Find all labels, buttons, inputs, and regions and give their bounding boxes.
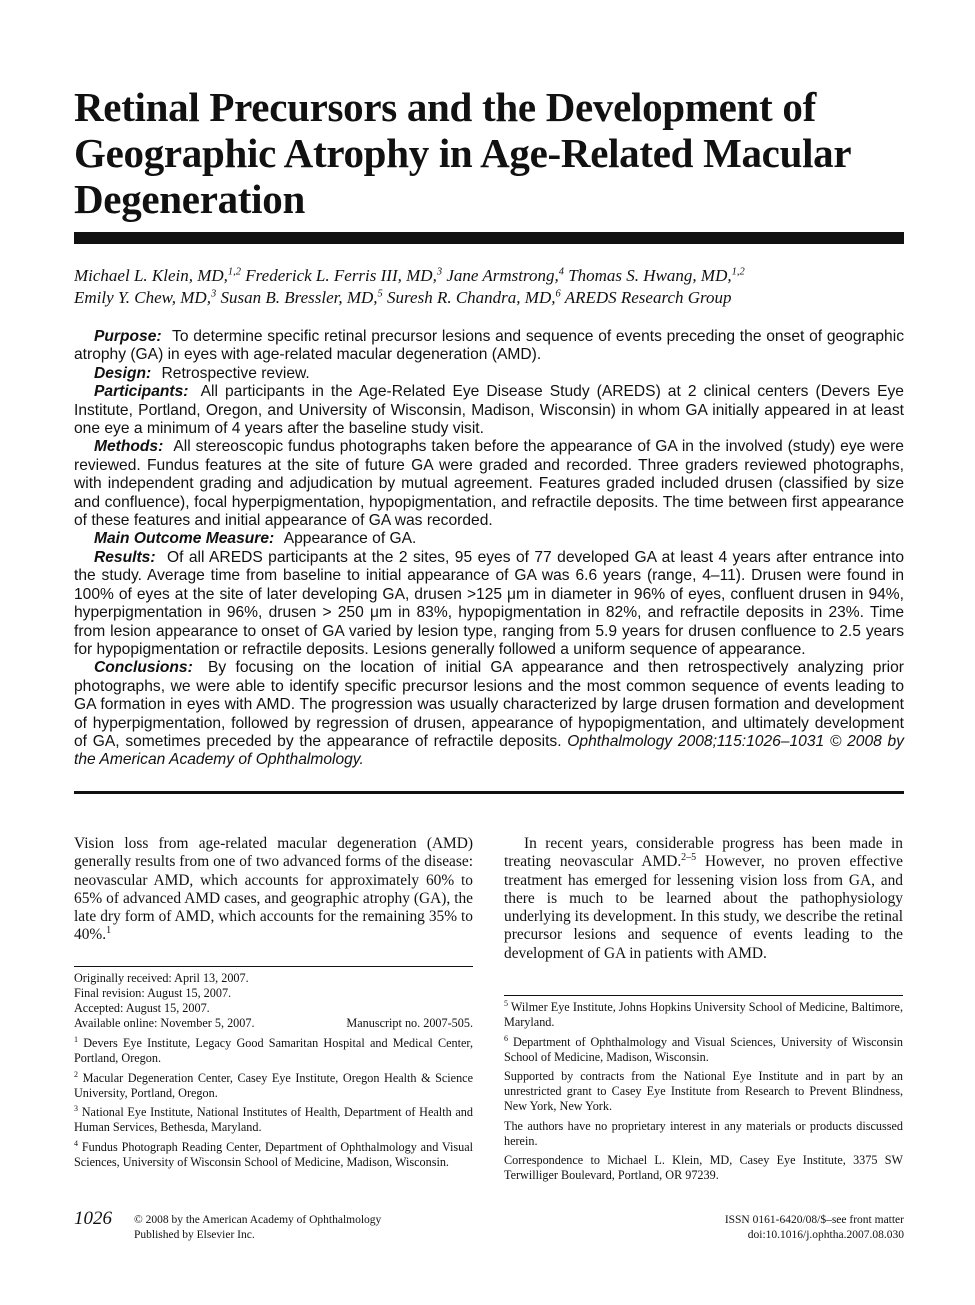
abstract-label: Participants: <box>94 383 189 401</box>
footer-identifiers <box>725 1213 904 1243</box>
footnotes-right <box>504 1000 903 1188</box>
author: Susan B. Bressler, MD,$^5$ <box>220 288 383 307</box>
abstract-label: Design: <box>94 364 152 382</box>
author: Thomas S. Hwang, MD,$^{1,2}$ <box>568 266 745 285</box>
history-accepted: Accepted: August 15, 2007. <box>74 1001 210 1015</box>
abstract-outcome: Main Outcome Measure: Appearance of GA. <box>94 530 417 548</box>
author: Emily Y. Chew, MD,$^3$ <box>74 288 217 307</box>
page-number: 1026 <box>74 1208 112 1229</box>
article-title: Retinal Precursors and the Development of Geographic Atrophy in Age-Related Macular Degeneration <box>74 84 851 222</box>
author: Michael L. Klein, MD,$^{1,2}$ <box>74 266 242 285</box>
author-list <box>74 265 904 309</box>
reference-link[interactable]: 1 <box>106 925 112 937</box>
body-column-left <box>74 835 473 945</box>
abstract-rule <box>74 791 904 794</box>
body-paragraph: Vision loss from age-related macular degeneration (AMD) generally results from one of two advanced forms of the disease: neovascular AMD, which accounts for approximately 60% to 65% of advanced AMD cases, and geographic atrophy (GA), the late dry form of AMD, which accounts for the remaining 35% to 40%.$^1$ <box>74 835 473 944</box>
abstract-methods: Methods: All stereoscopic fundus photographs taken before the appearance of GA in the involved (study) eye were reviewed. Fundus features at the site of future GA were graded and recorded. Three graders reviewed photographs, with independent grading and adjudication by mutual agreement. Features graded included drusen (classified by size and confluence), focal hyperpigmentation, hypopigmentation, and refractile deposits. The time between first appearance of these features and initial appearance of GA was recorded. <box>74 438 904 530</box>
funding-note: Supported by contracts from the National Eye Institute and in part by an unrestricted grant to Casey Eye Institute from Research to Prevent Blindness, New York, New York. <box>504 1069 903 1113</box>
footnote-rule <box>504 995 903 996</box>
abstract-design: Design: Retrospective review. <box>94 364 310 382</box>
manuscript-number: Manuscript no. 2007-505. <box>346 1016 473 1030</box>
author: AREDS Research Group <box>564 288 732 307</box>
footer-copyright <box>134 1213 381 1243</box>
abstract-results: Results: Of all AREDS participants at the 2 sites, 95 eyes of 77 developed GA at least 4 years after entrance into the study. Average time from baseline to initial appearance of GA was 6.6 years (range, 4–11). Drusen were found in 100% of eyes at the site of later developing GA, drusen >125 μm in diameter in 96% of eyes, confluent drusen in 94%, hyperpigmentation in 96%, drusen > 250 μm in 83%, hypopigmentation in 82%, and refractile deposits in 23%. Time from lesion appearance to onset of GA varied by lesion type, ranging from 5.9 years for drusen confluence to 2.5 years for hypopigmentation or refractile deposits. Lesions generally followed a uniform sequence of appearance. <box>74 548 904 658</box>
abstract-participants: Participants: All participants in the Age-Related Eye Disease Study (AREDS) at 2 clinical centers (Devers Eye Institute, Portland, Oregon, and University of Wisconsin, Madison, Wisconsin) in whom GA initially appeared in at least one eye a minimum of 4 years after the baseline study visit. <box>74 383 904 438</box>
history-revision: Final revision: August 15, 2007. <box>74 986 232 1000</box>
affiliation: $^1$ Devers Eye Institute, Legacy Good Samaritan Hospital and Medical Center, Portland, Oregon. <box>74 1034 473 1065</box>
history-online-row <box>74 1016 473 1031</box>
body-column-right <box>504 835 903 963</box>
footnotes-left <box>74 971 473 1174</box>
issn-line: ISSN 0161-6420/08/$–see front matter <box>724 1214 904 1226</box>
author: Suresh R. Chandra, MD,$^6$ <box>387 288 561 307</box>
conflict-note: The authors have no proprietary interest in any materials or products discussed herein. <box>504 1118 903 1148</box>
history-online: Available online: November 5, 2007. <box>74 1016 255 1030</box>
history-received: Originally received: April 13, 2007. <box>74 971 249 985</box>
affiliation: $^2$ Macular Degeneration Center, Casey Eye Institute, Oregon Health & Science University, Portland, Oregon. <box>74 1069 473 1100</box>
abstract-label: Conclusions: <box>94 659 193 677</box>
abstract <box>74 328 904 770</box>
citation: Ophthalmology 2008;115:1026–1031 © 2008 by the American Academy of Ophthalmology. <box>74 732 904 769</box>
body-paragraph: In recent years, considerable progress has been made in treating neovascular AMD.$^{2-5}$ However, no proven effective treatment has emerged for lessening vision loss from GA, and there is much to be learned about the pathophysiology underlying its development. In this study, we describe the retinal precursor lesions and sequence of events leading to the development of GA in patients with AMD. <box>504 835 903 962</box>
doi-line[interactable]: doi:10.1016/j.ophtha.2007.08.030 <box>747 1229 904 1241</box>
affiliation: $^4$ Fundus Photograph Reading Center, Department of Ophthalmology and Visual Sciences, University of Wisconsin School of Medicine, Madison, Wisconsin. <box>74 1138 473 1169</box>
footnote-rule <box>74 966 473 967</box>
copyright-line: © 2008 by the American Academy of Ophthalmology <box>134 1214 382 1226</box>
publisher-line: Published by Elsevier Inc. <box>134 1229 255 1241</box>
abstract-label: Main Outcome Measure: <box>94 530 275 548</box>
abstract-purpose: Purpose: To determine specific retinal precursor lesions and sequence of events preceding the onset of geographic atrophy (GA) in eyes with age-related macular degeneration (AMD). <box>74 328 904 364</box>
correspondence-note: Correspondence to Michael L. Klein, MD, Casey Eye Institute, 3375 SW Terwilliger Boulevard, Portland, OR 97239. <box>504 1153 903 1182</box>
article-history <box>74 971 473 1031</box>
title-rule <box>74 232 904 244</box>
reference-link[interactable]: 2–5 <box>681 852 697 864</box>
affiliation: $^6$ Department of Ophthalmology and Visual Sciences, University of Wisconsin School of Medicine, Madison, Wisconsin. <box>504 1033 904 1064</box>
abstract-label: Purpose: <box>94 328 162 345</box>
author: Jane Armstrong,$^4$ <box>446 266 564 285</box>
affiliation: $^3$ National Eye Institute, National Institutes of Health, Department of Health and Human Services, Bethesda, Maryland. <box>74 1103 473 1134</box>
abstract-conclusions: Conclusions: By focusing on the location of initial GA appearance and then retrospectively analyzing prior photographs, we were able to identify specific precursor lesions and the most common sequence of events leading to GA formation in eyes with AMD. The progression was usually characterized by large drusen formation and development of hyperpigmentation, followed by regression of drusen, appearance of hypopigmentation, and ultimately development of GA, sometimes preceded by the appearance of refractile deposits. Ophthalmology 2008;115:1026–1031 © 2008 by the American Academy of Ophthalmology. <box>74 659 904 769</box>
abstract-label: Methods: <box>94 438 164 456</box>
abstract-label: Results: <box>94 548 156 566</box>
author: Frederick L. Ferris III, MD,$^3$ <box>245 266 443 285</box>
affiliation: $^5$ Wilmer Eye Institute, Johns Hopkins University School of Medicine, Baltimore, Maryland. <box>504 998 904 1029</box>
